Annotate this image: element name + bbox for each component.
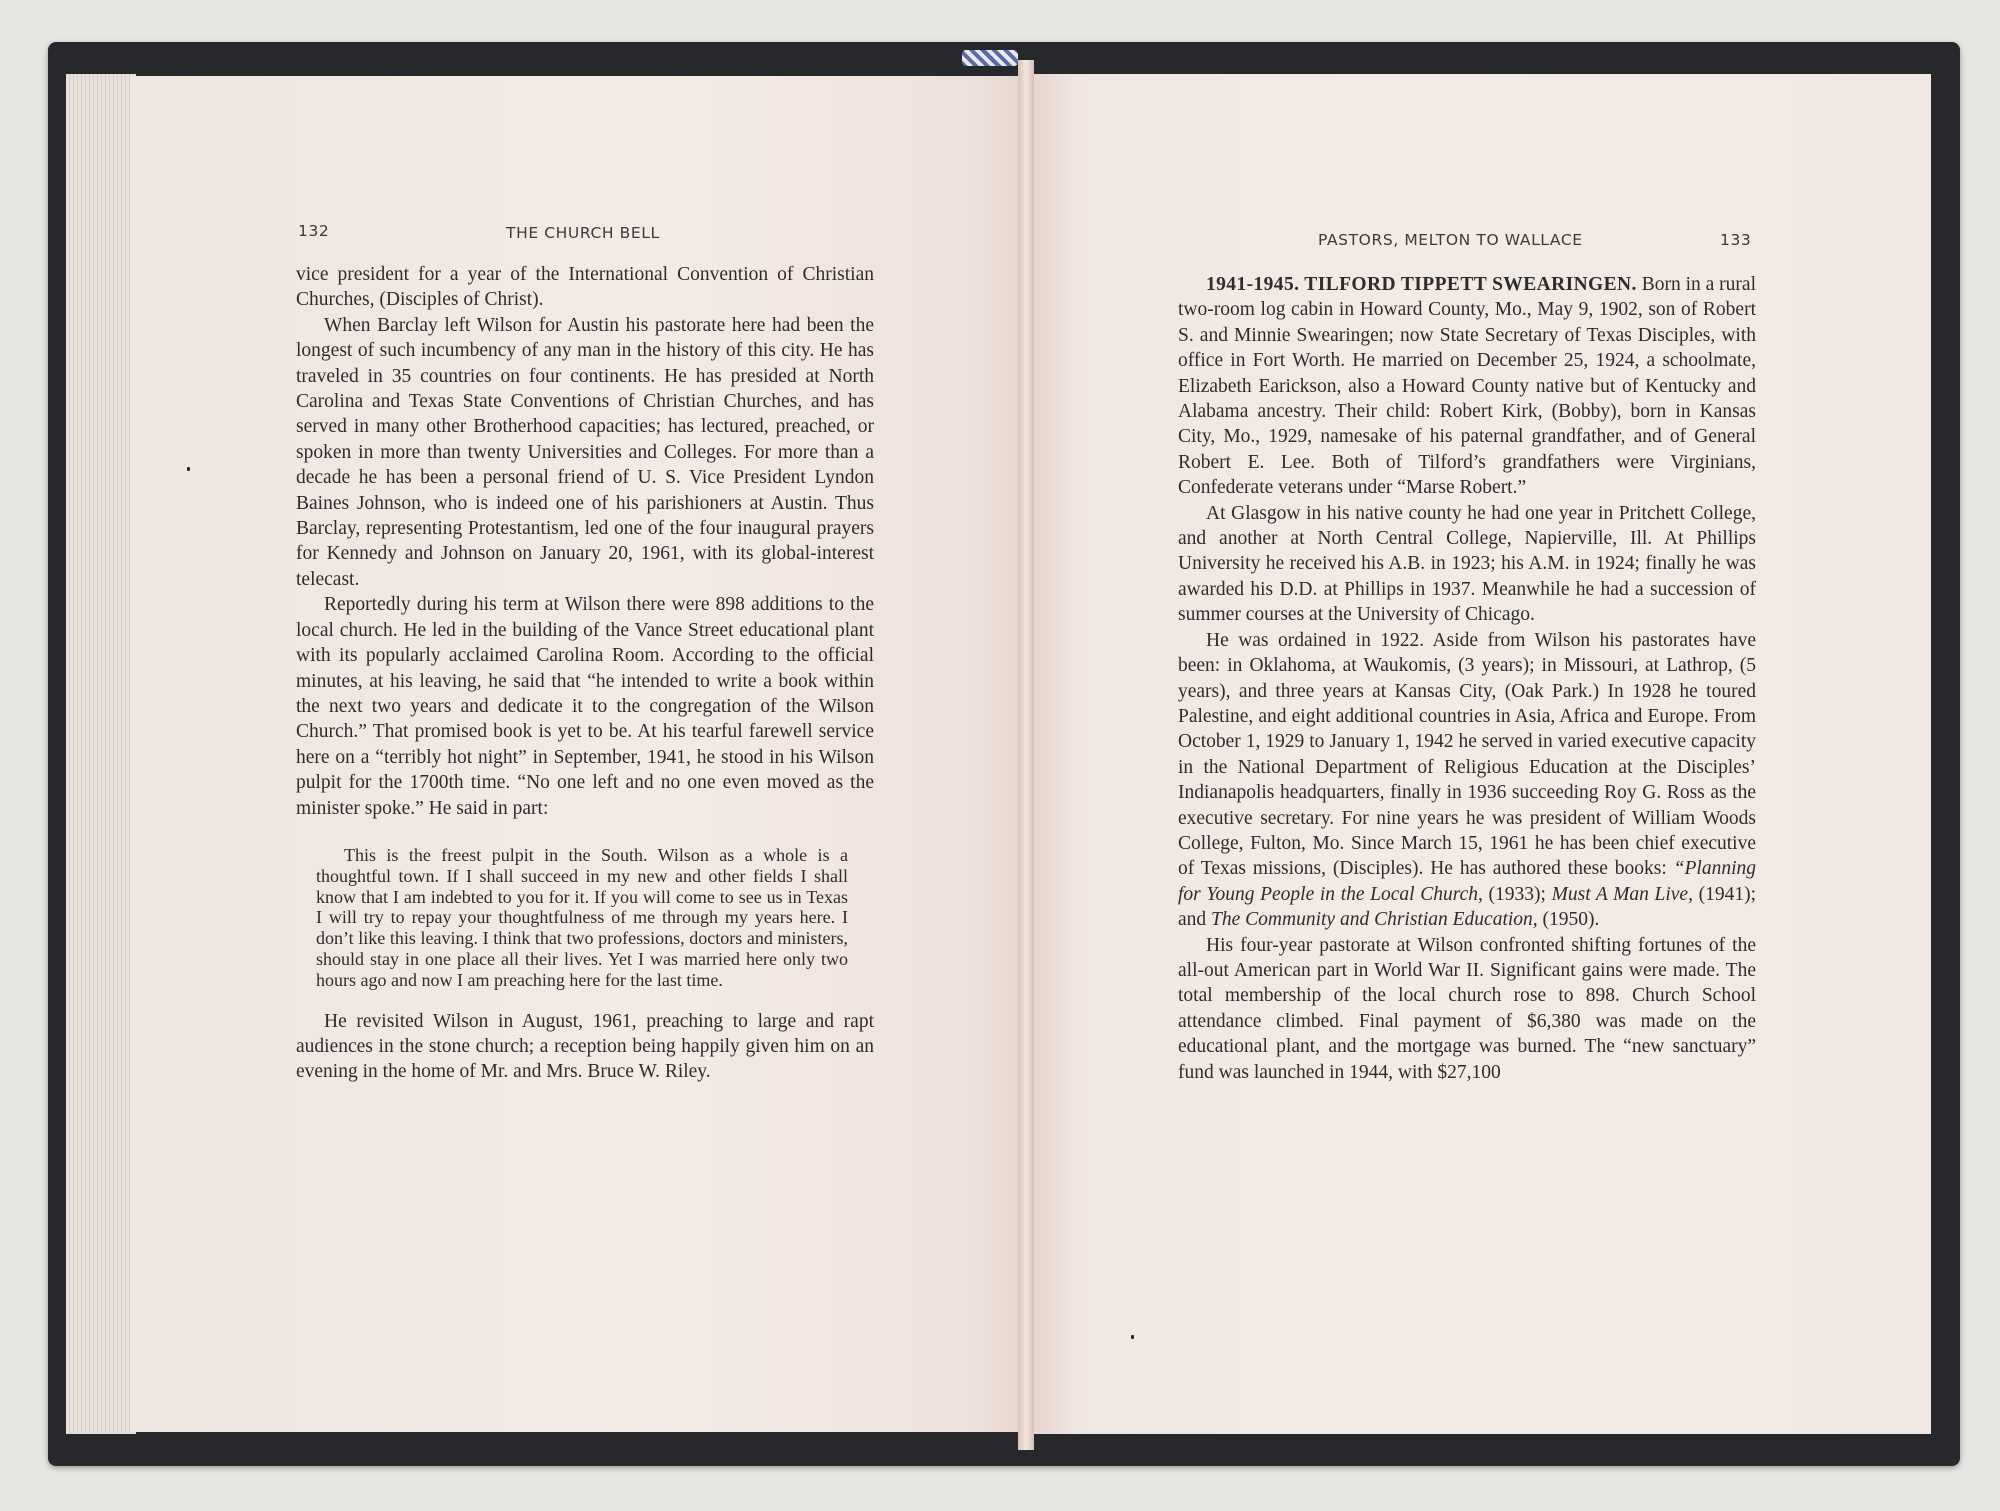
- left-page-number: 132: [298, 222, 330, 240]
- right-page-number: 133: [1720, 231, 1752, 249]
- paragraph: Reportedly during his term at Wilson there were 898 additions to the local church. He led in the building of the Vance Street educational plant with its popularly acclaimed Carolina Room. According to the official minutes, at his leaving, he said that “he intended to write a book within the next two years and dedicate it to the congregation of the Wilson Church.” That promised book is yet to be. At his tearful farewell service here on a “terribly hot night” in September, 1941, he stood in his Wilson pulpit for the 1700th time. “No one left and no one even moved as the minister spoke.” He said in part:: [296, 594, 874, 819]
- book-title: Must A Man Live,: [1551, 883, 1693, 905]
- block-quote: This is the freest pulpit in the South. Wilson as a whole is a thoughtful town. If I shall succeed in my new and other fields I shall know that I am indebted to you for it. If you will come to see us in Texas I will try to repay your thoughtfulness of me through my years here. I don’t like this leaving. I think that two professions, doctors and ministers, should stay in one place all their lives. Yet I was married here only two hours ago and now I am preaching here for the last time.: [316, 844, 848, 990]
- paragraph-text: He was ordained in 1922. Aside from Wilson his pastorates have been: in Oklahoma, at Waukomis, (3 years); in Missouri, at Lathrop, (5 years), and three years at Kansas City, (Oak Park.) In 1928 he toured Palestine, and eight additional countries in Asia, Africa and Europe. From October 1, 1929 to January 1, 1942 he served in varied executive capacity in the National Department of Religious Education at the Disciples’ Indianapolis headquarters, finally in 1936 succeeding Roy G. Ross as the executive secretary. For nine years he was president of William Woods College, Fulton, Mo. Since March 15, 1961 he has been chief executive of Texas missions, (Disciples). He has authored these books:: [1178, 629, 1756, 880]
- page-edges: [66, 74, 136, 1434]
- right-page-body: [1178, 272, 1756, 1085]
- paragraph: His four-year pastorate at Wilson confronted shifting fortunes of the all-out American part in World War II. Significant gains were made. The total membership of the local church rose to 898. Church School attendance climbed. Final payment of $6,380 was made on the educational plant, and the mortgage was burned. The “new sanctuary” fund was launched in 1944, with $27,100: [1178, 934, 1756, 1083]
- headband: [962, 50, 1018, 66]
- paragraph: At Glasgow in his native county he had one year in Pritchett College, and another at North Central College, Napierville, Ill. At Phillips University he received his A.B. in 1923; his A.M. in 1924; finally he was awarded his D.D. at Phillips in 1937. Meanwhile he had a succession of summer courses at the University of Chicago.: [1178, 502, 1756, 626]
- paragraph: He revisited Wilson in August, 1961, preaching to large and rapt audiences in the stone church; a reception being happily given him on an evening in the home of Mr. and Mrs. Bruce W. Riley.: [296, 1010, 874, 1083]
- paragraph: [1178, 628, 1756, 933]
- right-running-title: PASTORS, MELTON TO WALLACE: [1318, 231, 1583, 249]
- paragraph: vice president for a year of the International Convention of Christian Churches, (Disciples of Christ).: [296, 264, 874, 311]
- left-running-title: THE CHURCH BELL: [506, 224, 660, 242]
- book-gutter: [1018, 60, 1034, 1450]
- book-year: (1941); and: [1178, 883, 1757, 931]
- entry-text: Born in a rural two-room log cabin in Howard County, Mo., May 9, 1902, son of Robert S. and Minnie Swearingen; now State Secretary of Texas Disciples, with office in Fort Worth. He married on December 25, 1924, a schoolmate, Elizabeth Earickson, also a Howard County native but of Kentucky and Alabama ancestry. Their child: Robert Kirk, (Bobby), born in Kansas City, Mo., 1929, namesake of his paternal grandfather, and of General Robert E. Lee. Both of Tilford’s grandfathers were Virginians, Confederate veterans under “Marse Robert.”: [1178, 274, 1756, 499]
- entry-heading: 1941-1945. TILFORD TIPPETT SWEARINGEN.: [1206, 274, 1637, 295]
- paragraph: When Barclay left Wilson for Austin his pastorate here had been the longest of such incumbency of any man in the history of this city. He has traveled in 35 countries on four continents. He has presided at North Carolina and Texas State Conventions of Christian Churches, and has served in many other Brotherhood capacities; has lectured, preached, or spoken in more than twenty Universities and Colleges. For more than a decade he has been a personal friend of U. S. Vice President Lyndon Baines Johnson, who is indeed one of his parishioners at Austin. Thus Barclay, representing Protestantism, led one of the four inaugural prayers for Kennedy and Johnson on January 20, 1961, with its global-interest telecast.: [296, 314, 874, 590]
- book-title: “Planning for Young People in the Local Church,: [1178, 858, 1756, 905]
- book-year: (1933);: [1482, 883, 1552, 905]
- left-page-body: [296, 262, 874, 1085]
- book-year: (1950).: [1537, 909, 1600, 931]
- stray-mark: [1131, 1335, 1134, 1339]
- entry-paragraph: [1178, 272, 1756, 501]
- book-title: The Community and Christian Education,: [1211, 909, 1538, 931]
- stray-mark: [187, 467, 190, 471]
